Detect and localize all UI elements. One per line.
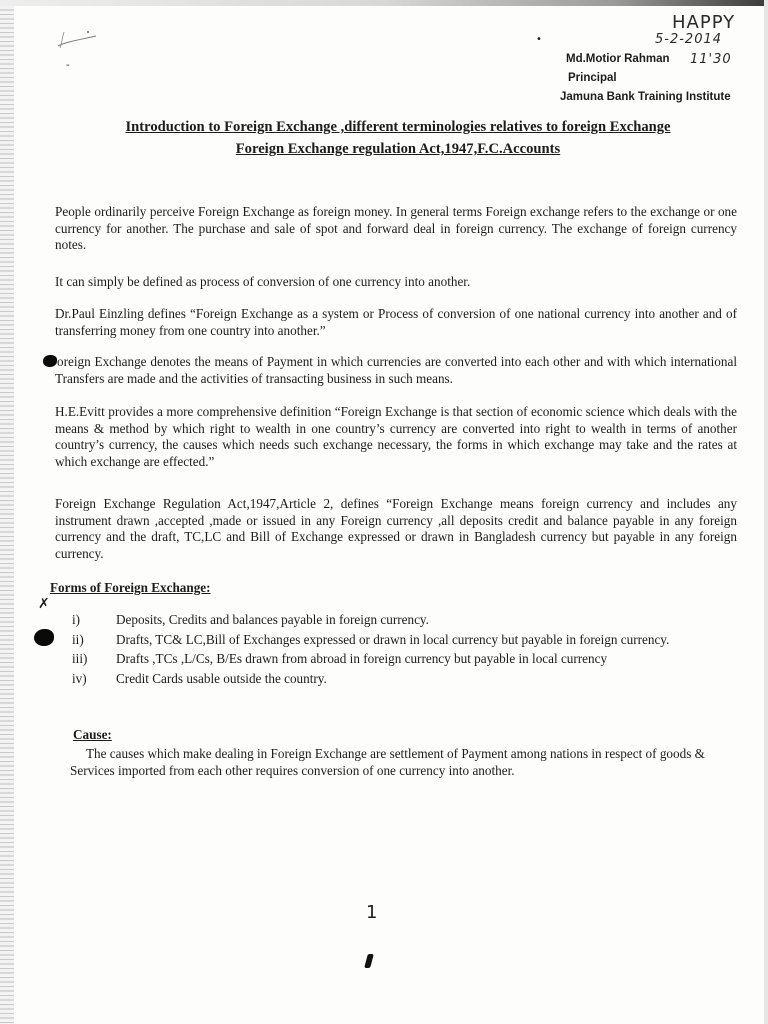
forms-list — [72, 612, 732, 690]
scanned-page-edge-top — [0, 0, 768, 6]
list-item-text: Deposits, Credits and balances payable in foreign currency. — [116, 612, 429, 627]
list-item — [72, 651, 732, 668]
paragraph-means-of-payment-text: oreign Exchange denotes the means of Payment in which currencies are converted into each other and with which international Transfers are made and the activities of transacting business in such means. — [55, 354, 737, 386]
ink-blot — [43, 355, 57, 367]
list-item-text: Drafts ,TCs ,L/Cs, B/Es drawn from abroad in foreign currency but payable in local currency — [116, 651, 608, 666]
list-item-number: iii) — [72, 651, 88, 666]
paragraph-einzling-definition: Dr.Paul Einzling defines “Foreign Exchange as a system or Process of conversion of one national currency into another and of transferring money from one country into another.” — [55, 306, 737, 338]
list-item — [72, 632, 732, 649]
handwritten-time: 11'30 — [690, 52, 732, 67]
forms-heading: Forms of Foreign Exchange: — [50, 580, 211, 595]
paragraph-evitt-definition: H.E.Evitt provides a more comprehensive definition “Foreign Exchange is that section of economic science which deals with the means & method by which right to wealth in one country’s currency are converted into right to wealth in terms of another country’s currency, the causes which needs such exchange necessary, the forms in which exchange may take and the rates at which exchange are effected.” — [55, 404, 737, 469]
cause-heading: Cause: — [73, 727, 112, 742]
paragraph-regulation-act: Foreign Exchange Regulation Act,1947,Article 2, defines “Foreign Exchange means foreign currency and includes any instrument drawn ,accepted ,made or issued in any Foreign currency ,all deposits credit and balance payable in any foreign currency and the draft, TC,LC and Bill of Exchange expressed or drawn in Bangladesh currency but payable in any foreign currency. — [55, 496, 737, 561]
list-item-number: iv) — [72, 670, 87, 686]
paragraph-definition-general: People ordinarily perceive Foreign Exchange as foreign money. In general terms Foreign exchange refers to the exchange or one currency for another. The purchase and sale of spot and forward deal in foreign currency. The exchange of foreign currency notes. — [55, 204, 737, 252]
document-title — [58, 116, 738, 160]
author-block — [560, 50, 760, 107]
title-line-1: Introduction to Foreign Exchange ,different terminologies relatives to foreign Exchange — [125, 119, 671, 135]
scanned-page-edge-right — [764, 0, 768, 1024]
handwritten-x-mark: ✗ — [38, 596, 50, 612]
cause-paragraph: The causes which make dealing in Foreign Exchange are settlement of Payment among nations in respect of goods & Services imported from each other requires conversion of one currency into another. — [70, 746, 705, 778]
author-role: Principal — [568, 72, 617, 84]
dash-mark: - — [66, 60, 70, 71]
pen-scribble-mark — [52, 28, 102, 52]
author-institute: Jamuna Bank Training Institute — [560, 91, 731, 103]
author-name: Md.Motior Rahman — [566, 53, 670, 65]
ink-blot-list — [34, 629, 54, 646]
page-number: 1 — [366, 902, 378, 923]
paragraph-simple-definition: It can simply be defined as process of conversion of one currency into another. — [55, 274, 471, 289]
list-item-text: Credit Cards usable outside the country. — [116, 670, 327, 686]
list-item-number: ii) — [72, 631, 84, 647]
ink-mark-bottom — [364, 954, 374, 968]
list-item — [72, 671, 732, 688]
paragraph-means-of-payment — [55, 354, 737, 387]
dot-mark: • — [536, 34, 542, 45]
title-line-2: Foreign Exchange regulation Act,1947,F.C.Accounts — [235, 141, 561, 157]
scanned-page-edge-left — [0, 0, 14, 1024]
list-item — [72, 612, 732, 629]
handwritten-date: 5-2-2014 — [655, 32, 723, 47]
list-item-number: i) — [72, 612, 81, 627]
handwritten-happy: HAPPY — [672, 12, 736, 33]
list-item-text: Drafts, TC& LC,Bill of Exchanges expressed or drawn in local currency but payable in foreign currency. — [116, 631, 670, 647]
